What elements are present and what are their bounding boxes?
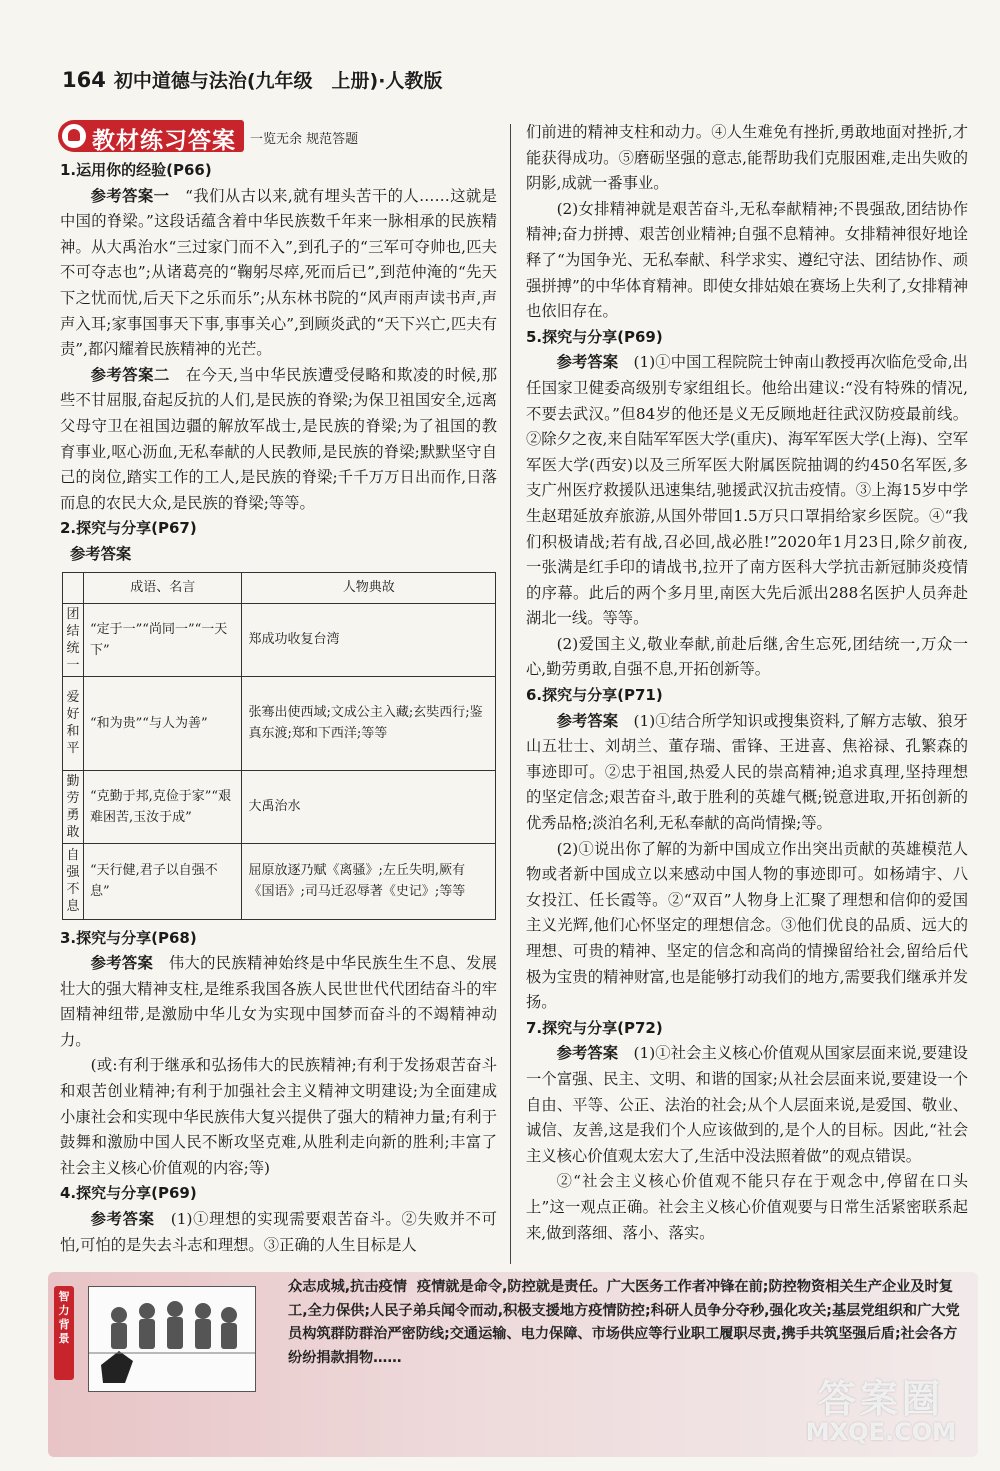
table-row	[63, 770, 496, 843]
medics-illustration-icon	[89, 1287, 255, 1391]
q1-answer-1-text: “我们从古以来,就有埋头苦干的人……这就是中国的脊梁。”这段话蕴含着中华民族数千年来一脉相承的民族精神。从大禹治水“三过家门而不入”,到孔子的“三军可夺帅也,匹夫不可夺志也”;从诸葛亮的“鞠躬尽瘁,死而后已”,到范仲淹的“先天下之忧而忧,后天下之乐而乐”;从东林书院的“风声雨声读书声,声声入耳;家事国事天下事,事事关心”,到顾炎武的“天下兴亡,匹夫有责”,都闪耀着民族精神的光芒。	[60, 186, 497, 359]
table-header: 成语、名言	[84, 572, 242, 603]
ref-label: 参考答案	[556, 711, 619, 730]
q1-answer-1	[60, 184, 497, 363]
spirit-table	[62, 572, 496, 920]
bell-icon	[68, 129, 80, 141]
q2-heading: 2.探究与分享(P67)	[60, 519, 197, 538]
q5-answer-2: (2)爱国主义,敬业奉献,前赴后继,舍生忘死,团结统一,万众一心,勤劳勇敢,自强不息,开拓创新等。	[526, 634, 968, 679]
ref-label: 参考答案	[556, 353, 619, 372]
idioms-cell: “和为贵”“与人为善”	[84, 676, 242, 770]
knowledge-body: 疫情就是命令,防控就是责任。广大医务工作者冲锋在前;防控物资相关生产企业及时复工,全力保供;人民子弟兵闻令而动,积极支援地方疫情防控;科研人员争分夺秒,强化攻关;基层党组织和广大党员构筑群防群治严密防线;交通运输、电力保障、市场供应等行业职工履职尽责,携手共筑坚强后盾;社会各方纷纷捐款捐物……	[288, 1279, 960, 1366]
ref-label: 参考答案	[556, 1044, 619, 1063]
q4-heading: 4.探究与分享(P69)	[60, 1184, 197, 1203]
q6-answer	[526, 709, 968, 837]
book-title: 初中道德与法治(九年级 上册)·人教版	[113, 70, 443, 92]
ref-label: 参考答案	[70, 544, 132, 563]
ref-label: 参考答案二	[90, 365, 170, 384]
table-row	[63, 843, 496, 919]
ref-label: 参考答案一	[90, 186, 170, 205]
knowledge-heading: 众志成城,抗击疫情	[288, 1279, 407, 1295]
stories-cell: 屈原放逐乃赋《离骚》;左丘失明,厥有《国语》;司马迁忍辱著《史记》;等等	[242, 843, 496, 919]
q1-answer-2-text: 在今天,当中华民族遭受侵略和欺凌的时候,那些不甘屈服,奋起反抗的人们,是民族的脊梁;为保卫祖国安全,远离父母守卫在祖国边疆的解放军战士,是民族的脊梁;为了祖国的教育事业,呕心沥血,无私奉献的人民教师,是民族的脊梁;默默坚守自己的岗位,踏实工作的工人,是民族的脊梁;千千万万日出而作,日落而息的农民大众,是民族的脊梁;等等。	[60, 365, 497, 512]
ref-label: 参考答案	[90, 1210, 155, 1229]
q3-answer	[60, 951, 497, 1053]
q7-answer-2: ②“社会主义核心价值观不能只存在于观念中,停留在口头上”这一观点正确。社会主义核心价值观要与日常生活紧密联系起来,做到落细、落小、落实。	[526, 1172, 968, 1242]
q1-answer-2	[60, 363, 497, 517]
section-banner	[58, 120, 359, 154]
running-header	[62, 66, 442, 93]
watermark-line-1: 答案圈	[817, 1377, 944, 1421]
q7-answer-text: (1)①社会主义核心价值观从国家层面来说,要建设一个富强、民主、文明、和谐的国家;从社会层面来说,要建设一个自由、平等、公正、法治的社会;从个人层面来说,是爱国、敬业、诚信、友善,这是我们个人应该做到的,是个人的目标。因此,“社会主义核心价值观太宏大了,生活中没法照着做”的观点错误。	[526, 1044, 968, 1165]
stories-cell: 郑成功收复台湾	[242, 603, 496, 676]
theme-cell: 爱好和平	[63, 676, 84, 770]
banner-title: 教材练习答案	[92, 128, 236, 154]
theme-cell: 勤劳勇敢	[63, 770, 84, 843]
table-header: 人物典故	[242, 572, 496, 603]
watermark	[806, 1379, 956, 1445]
table-header	[63, 572, 84, 603]
q4-answer-text: (1)①理想的实现需要艰苦奋斗。②失败并不可怕,可怕的是失去斗志和理想。③正确的人生目标是人	[60, 1210, 497, 1254]
table-row	[63, 676, 496, 770]
illustration-image	[88, 1286, 256, 1392]
q6-answer-text: (1)①结合所学知识或搜集资料,了解方志敏、狼牙山五壮士、刘胡兰、董存瑞、雷锋、王进喜、焦裕禄、孔繁森的事迹即可。②忠于祖国,热爱人民的崇高精神;追求真理,坚持理想的坚定信念;艰苦奋斗,敢于胜利的英雄气概;锐意进取,开拓创新的优秀品格;淡泊名利,无私奉献的高尚情操;等。	[526, 711, 968, 833]
q1-heading: 1.运用你的经验(P66)	[60, 161, 212, 179]
q4-answer-part1	[60, 1207, 497, 1258]
idioms-cell: “定于一”“尚同一”“一天下”	[84, 603, 242, 676]
stories-cell: 张骞出使西域;文成公主入藏;玄奘西行;鉴真东渡;郑和下西洋;等等	[242, 676, 496, 770]
side-label: 智力背景	[54, 1286, 74, 1380]
q6-answer-2: (2)①说出你了解的为新中国成立作出突出贡献的英雄模范人物或者新中国成立以来感动中国人物的事迹即可。如杨靖宇、八女投江、任长霞等。②“双百”人物身上汇聚了理想和信仰的爱国主义光辉,他们心怀坚定的理想信念。③他们优良的品质、远大的理想、可贵的精神、坚定的信念和高尚的情操留给社会,留给后代极为宝贵的精神财富,也是能够打动我们的地方,需要我们继承并发扬。	[526, 839, 968, 1012]
idioms-cell: “天行健,君子以自强不息”	[84, 843, 242, 919]
q7-heading: 7.探究与分享(P72)	[526, 1018, 663, 1037]
idioms-cell: “克勤于邦,克俭于家”“艰难困苦,玉汝于成”	[84, 770, 242, 843]
page-number: 164	[62, 68, 106, 92]
table-header-row	[63, 572, 496, 603]
q5-answer-text: (1)①中国工程院院士钟南山教授再次临危受命,出任国家卫健委高级别专家组组长。他给出建议:“没有特殊的情况,不要去武汉。”但84岁的他还是义无反顾地赶往武汉防疫最前线。②除夕之夜,来自陆军军医大学(重庆)、海军军医大学(上海)、空军军医大学(西安)以及三所军医大附属医院抽调的约450名军医,多支广州医疗救援队迅速集结,驰援武汉抗击疫情。③上海15岁中学生赵珺延放弃旅游,从国外带回1.5万只口罩捐给家乡医院。④“我们积极请战;若有战,召必回,战必胜!”2020年1月23日,除夕前夜,一张满是红手印的请战书,拉开了南方医科大学抗击新冠肺炎疫情的序幕。此后的两个多月里,南医大先后派出288名医护人员奔赴湖北一线。等等。	[526, 353, 968, 628]
q3-answer-text: 伟大的民族精神始终是中华民族生生不息、发展壮大的强大精神支柱,是维系我国各族人民世世代代团结奋斗的牢固精神纽带,是激励中华儿女为实现中国梦而奋斗的不竭精神动力。	[60, 954, 497, 1049]
q7-answer	[526, 1041, 968, 1169]
theme-cell: 自强不息	[63, 843, 84, 919]
knowledge-text	[288, 1276, 968, 1370]
q4-answer-part2: 们前进的精神支柱和动力。④人生难免有挫折,勇敢地面对挫折,才能获得成功。⑤磨砺坚强的意志,能帮助我们克服困难,走出失败的阴影,成就一番事业。	[526, 123, 968, 193]
q4-answer-2: (2)女排精神就是艰苦奋斗,无私奉献精神;不畏强敌,团结协作精神;奋力拼搏、艰苦创业精神;自强不息精神。女排精神很好地诠释了“为国争光、无私奉献、科学求实、遵纪守法、团结协作、顽强拼搏”的中华体育精神。即使女排姑娘在赛场上失利了,女排精神也依旧存在。	[526, 199, 968, 321]
q5-answer	[526, 350, 968, 632]
column-divider	[510, 124, 511, 1264]
right-column	[526, 120, 968, 1246]
q3-answer-alt: (或:有利于继承和弘扬伟大的民族精神;有利于发扬艰苦奋斗和艰苦创业精神;有利于加强社会主义精神文明建设;为全面建成小康社会和实现中华民族伟大复兴提供了强大的精神力量;有利于鼓舞和激励中国人民不断攻坚克难,从胜利走向新的胜利;丰富了社会主义核心价值观的内容;等)	[60, 1056, 497, 1177]
q6-heading: 6.探究与分享(P71)	[526, 686, 663, 705]
theme-cell: 团结统一	[63, 603, 84, 676]
background-knowledge-box	[48, 1272, 978, 1457]
table-row	[63, 603, 496, 676]
watermark-line-2: MXQE.COM	[805, 1418, 956, 1446]
stories-cell: 大禹治水	[242, 770, 496, 843]
banner-subtitle: 一览无余 规范答题	[250, 132, 359, 147]
q3-heading: 3.探究与分享(P68)	[60, 928, 197, 947]
left-column	[60, 158, 497, 1258]
ref-label: 参考答案	[90, 954, 154, 973]
q5-heading: 5.探究与分享(P69)	[526, 327, 663, 346]
